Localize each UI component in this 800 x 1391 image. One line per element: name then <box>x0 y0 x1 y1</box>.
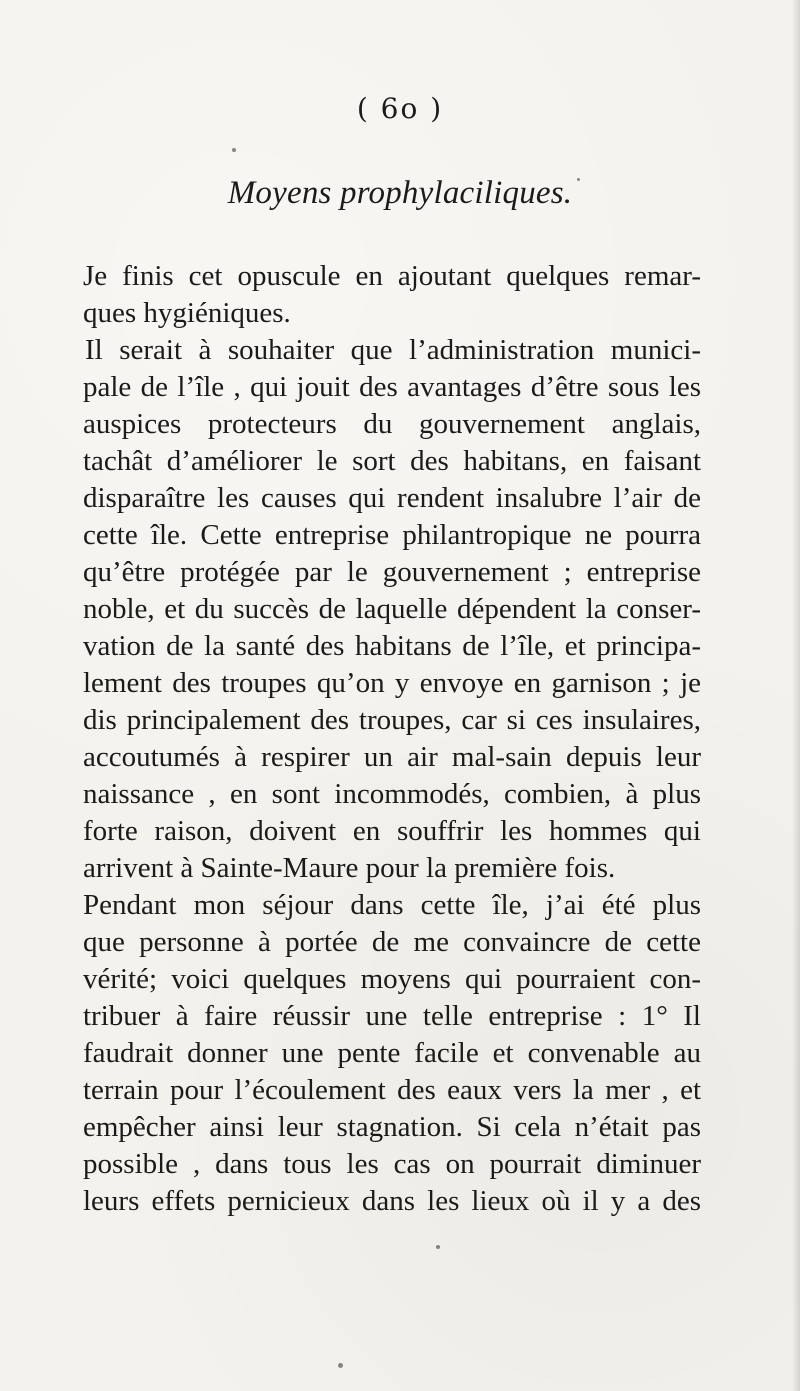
body-text <box>83 258 701 1220</box>
text-line-6: tachât d’améliorer le sort des habitans, en faisant <box>83 445 701 477</box>
text-line-1: Je finis cet opuscule en ajoutant quelques remar- <box>83 260 701 292</box>
text-line-5: auspices protecteurs du gouvernement anglais, <box>83 408 701 440</box>
text-line-14: accoutumés à respirer un air mal-sain depuis leur <box>83 741 701 773</box>
text-line-23: terrain pour l’écoulement des eaux vers la mer , et <box>83 1074 701 1106</box>
text-line-4: pale de l’île , qui jouit des avantages d’être sous les <box>83 371 701 403</box>
ink-speck <box>436 1245 440 1249</box>
text-line-22: faudrait donner une pente facile et convenable au <box>83 1037 701 1069</box>
ink-speck <box>232 148 236 152</box>
text-line-19: que personne à portée de me convaincre de cette <box>83 926 701 958</box>
text-line-24: empêcher ainsi leur stagnation. Si cela n’était pas <box>83 1111 701 1143</box>
text-line-11: vation de la santé des habitans de l’île, et principa- <box>83 630 701 662</box>
ink-speck <box>577 178 580 181</box>
text-line-17: arrivent à Sainte-Maure pour la première fois. <box>83 852 616 884</box>
text-line-25: possible , dans tous les cas on pourrait diminuer <box>83 1148 701 1180</box>
text-line-9: qu’être protégée par le gouvernement ; entreprise <box>83 556 701 588</box>
text-line-26: leurs effets pernicieux dans les lieux où il y a des <box>83 1185 701 1217</box>
text-line-10: noble, et du succès de laquelle dépendent la conser- <box>83 593 701 625</box>
text-line-21: tribuer à faire réussir une telle entreprise : 1° Il <box>83 1000 701 1032</box>
text-line-3: Il serait à souhaiter que l’administration munici- <box>85 334 701 366</box>
text-line-8: cette île. Cette entreprise philantropique ne pourra <box>83 519 701 551</box>
text-line-18: Pendant mon séjour dans cette île, j’ai été plus <box>83 889 701 921</box>
text-line-12: lement des troupes qu’on y envoye en garnison ; je <box>83 667 701 699</box>
text-line-7: disparaître les causes qui rendent insalubre l’air de <box>83 482 701 514</box>
text-line-13: dis principalement des troupes, car si ces insulaires, <box>83 704 701 736</box>
section-title: Moyens prophylaciliques. <box>227 175 573 211</box>
page-number: ( 6o ) <box>356 92 444 125</box>
text-line-15: naissance , en sont incommodés, combien, à plus <box>83 778 701 810</box>
text-line-2: ques hygiéniques. <box>83 297 291 329</box>
text-line-16: forte raison, doivent en souffrir les hommes qui <box>83 815 701 847</box>
ink-speck <box>338 1363 343 1368</box>
text-line-20: vérité; voici quelques moyens qui pourraient con- <box>83 963 701 995</box>
